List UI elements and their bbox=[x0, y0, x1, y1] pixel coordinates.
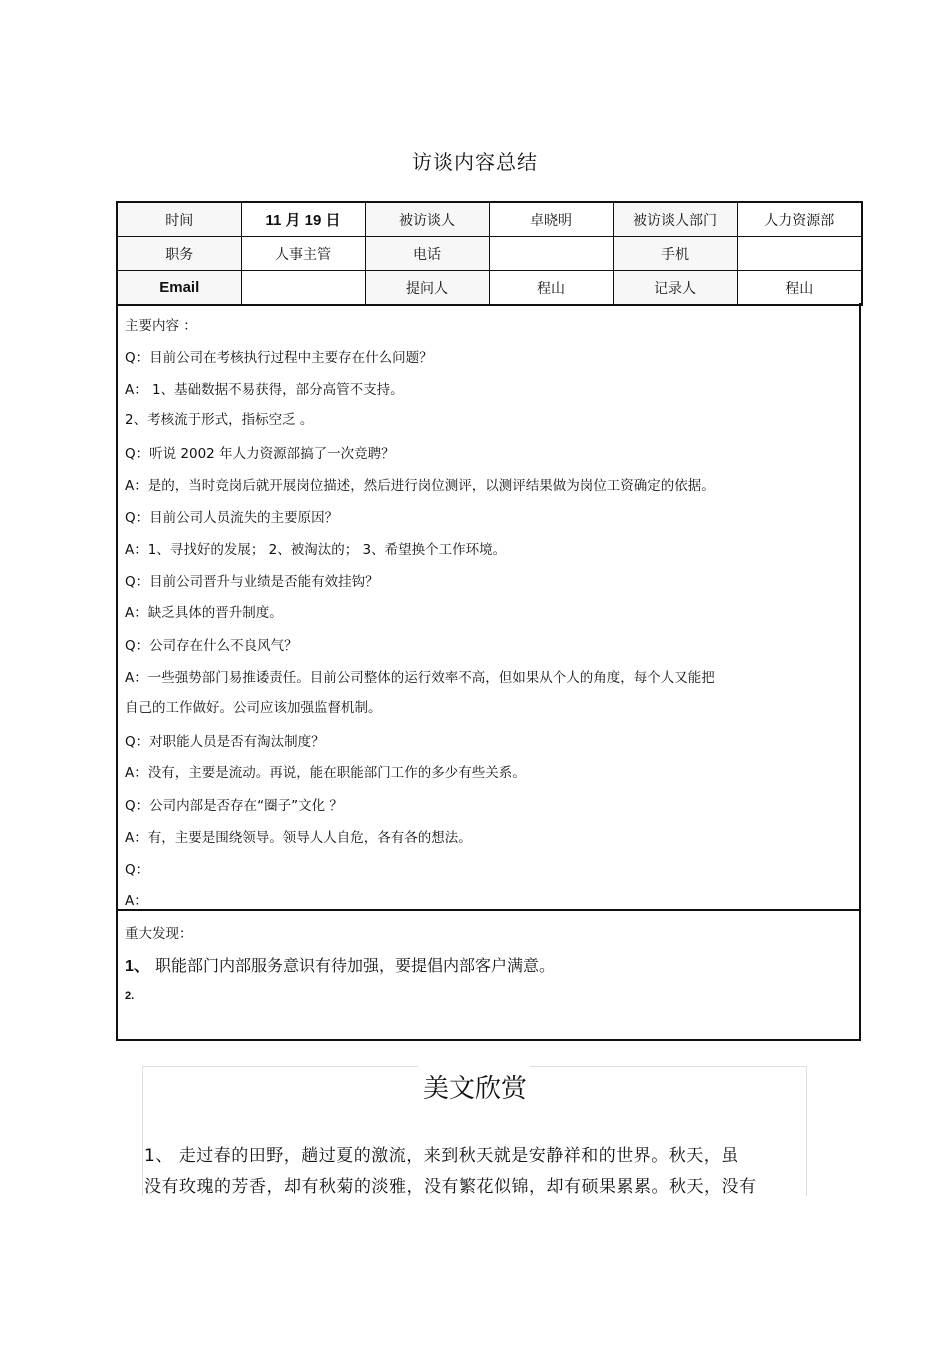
finding-text: 职能部门内部服务意识有待加强，要提倡内部客户满意。 bbox=[149, 956, 555, 975]
value-interviewee: 卓晓明 bbox=[489, 202, 613, 237]
qa-line: Q：目前公司在考核执行过程中主要存在什么问题？ bbox=[125, 350, 433, 366]
qa-line: Q： bbox=[125, 862, 150, 878]
qa-line: Q：公司内部是否存在“圈子”文化 ？ bbox=[125, 798, 343, 814]
label-email: Email bbox=[117, 271, 241, 306]
qa-line: A：缺乏具体的晋升制度。 bbox=[125, 605, 283, 621]
qa-line: A：没有，主要是流动。再说，能在职能部门工作的多少有些关系。 bbox=[125, 765, 526, 781]
qa-line: A：有，主要是围绕领导。领导人人自危，各有各的想法。 bbox=[125, 830, 472, 846]
value-time: 11 月 19 日 bbox=[241, 202, 365, 237]
value-recorder: 程山 bbox=[737, 271, 862, 306]
qa-line: Q：目前公司晋升与业绩是否能有效挂钩？ bbox=[125, 574, 379, 590]
qa-line: Q：目前公司人员流失的主要原因？ bbox=[125, 510, 339, 526]
table-row bbox=[117, 237, 862, 271]
qa-line: A： bbox=[125, 893, 148, 909]
main-content-box bbox=[116, 303, 861, 911]
finding-item-1 bbox=[125, 953, 555, 976]
label-interviewee: 被访谈人 bbox=[365, 202, 489, 237]
essay-title: 美文欣赏 bbox=[422, 1074, 527, 1104]
essay-line: 1、 走过春的田野，趟过夏的激流，来到秋天就是安静祥和的世界。秋天，虽 bbox=[144, 1146, 739, 1166]
qa-line: A：一些强势部门易推诿责任。目前公司整体的运行效率不高，但如果从个人的角度，每个人又能把 bbox=[125, 670, 715, 686]
table-row bbox=[117, 271, 862, 306]
value-interviewee-dept: 人力资源部 bbox=[737, 202, 862, 237]
finding-item-2: 2. bbox=[125, 990, 135, 1002]
value-position: 人事主管 bbox=[241, 237, 365, 271]
label-mobile: 手机 bbox=[613, 237, 737, 271]
qa-line: A： 1、基础数据不易获得，部分高管不支持。 bbox=[125, 382, 404, 398]
qa-line: Q：听说 2002 年人力资源部搞了一次竞聘？ bbox=[125, 446, 395, 462]
qa-line: Q：公司存在什么不良风气？ bbox=[125, 638, 298, 654]
value-questioner: 程山 bbox=[489, 271, 613, 306]
label-phone: 电话 bbox=[365, 237, 489, 271]
qa-line: Q：对职能人员是否有淘汰制度？ bbox=[125, 734, 325, 750]
value-email bbox=[241, 271, 365, 306]
label-recorder: 记录人 bbox=[613, 271, 737, 306]
qa-line: 自己的工作做好。公司应该加强监督机制。 bbox=[125, 700, 382, 716]
qa-line: A：1、寻找好的发展； 2、被淘汰的； 3、希望换个工作环境。 bbox=[125, 542, 507, 558]
value-mobile bbox=[737, 237, 862, 271]
finding-number: 1、 bbox=[125, 958, 150, 975]
info-table bbox=[116, 201, 863, 306]
qa-line: A：是的，当时竞岗后就开展岗位描述，然后进行岗位测评，以测评结果做为岗位工资确定的依据。 bbox=[125, 478, 715, 494]
label-time: 时间 bbox=[117, 202, 241, 237]
qa-line: 2、考核流于形式，指标空乏 。 bbox=[125, 412, 314, 428]
page-title: 访谈内容总结 bbox=[412, 150, 538, 174]
label-questioner: 提问人 bbox=[365, 271, 489, 306]
label-position: 职务 bbox=[117, 237, 241, 271]
value-phone bbox=[489, 237, 613, 271]
findings-box bbox=[116, 911, 861, 1041]
essay-line: 没有玫瑰的芳香，却有秋菊的淡雅，没有繁花似锦，却有硕果累累。秋天，没有 bbox=[144, 1177, 757, 1197]
main-content-label: 主要内容 ： bbox=[125, 318, 197, 334]
findings-label: 重大发现： bbox=[125, 926, 193, 942]
table-row bbox=[117, 202, 862, 237]
label-interviewee-dept: 被访谈人部门 bbox=[613, 202, 737, 237]
